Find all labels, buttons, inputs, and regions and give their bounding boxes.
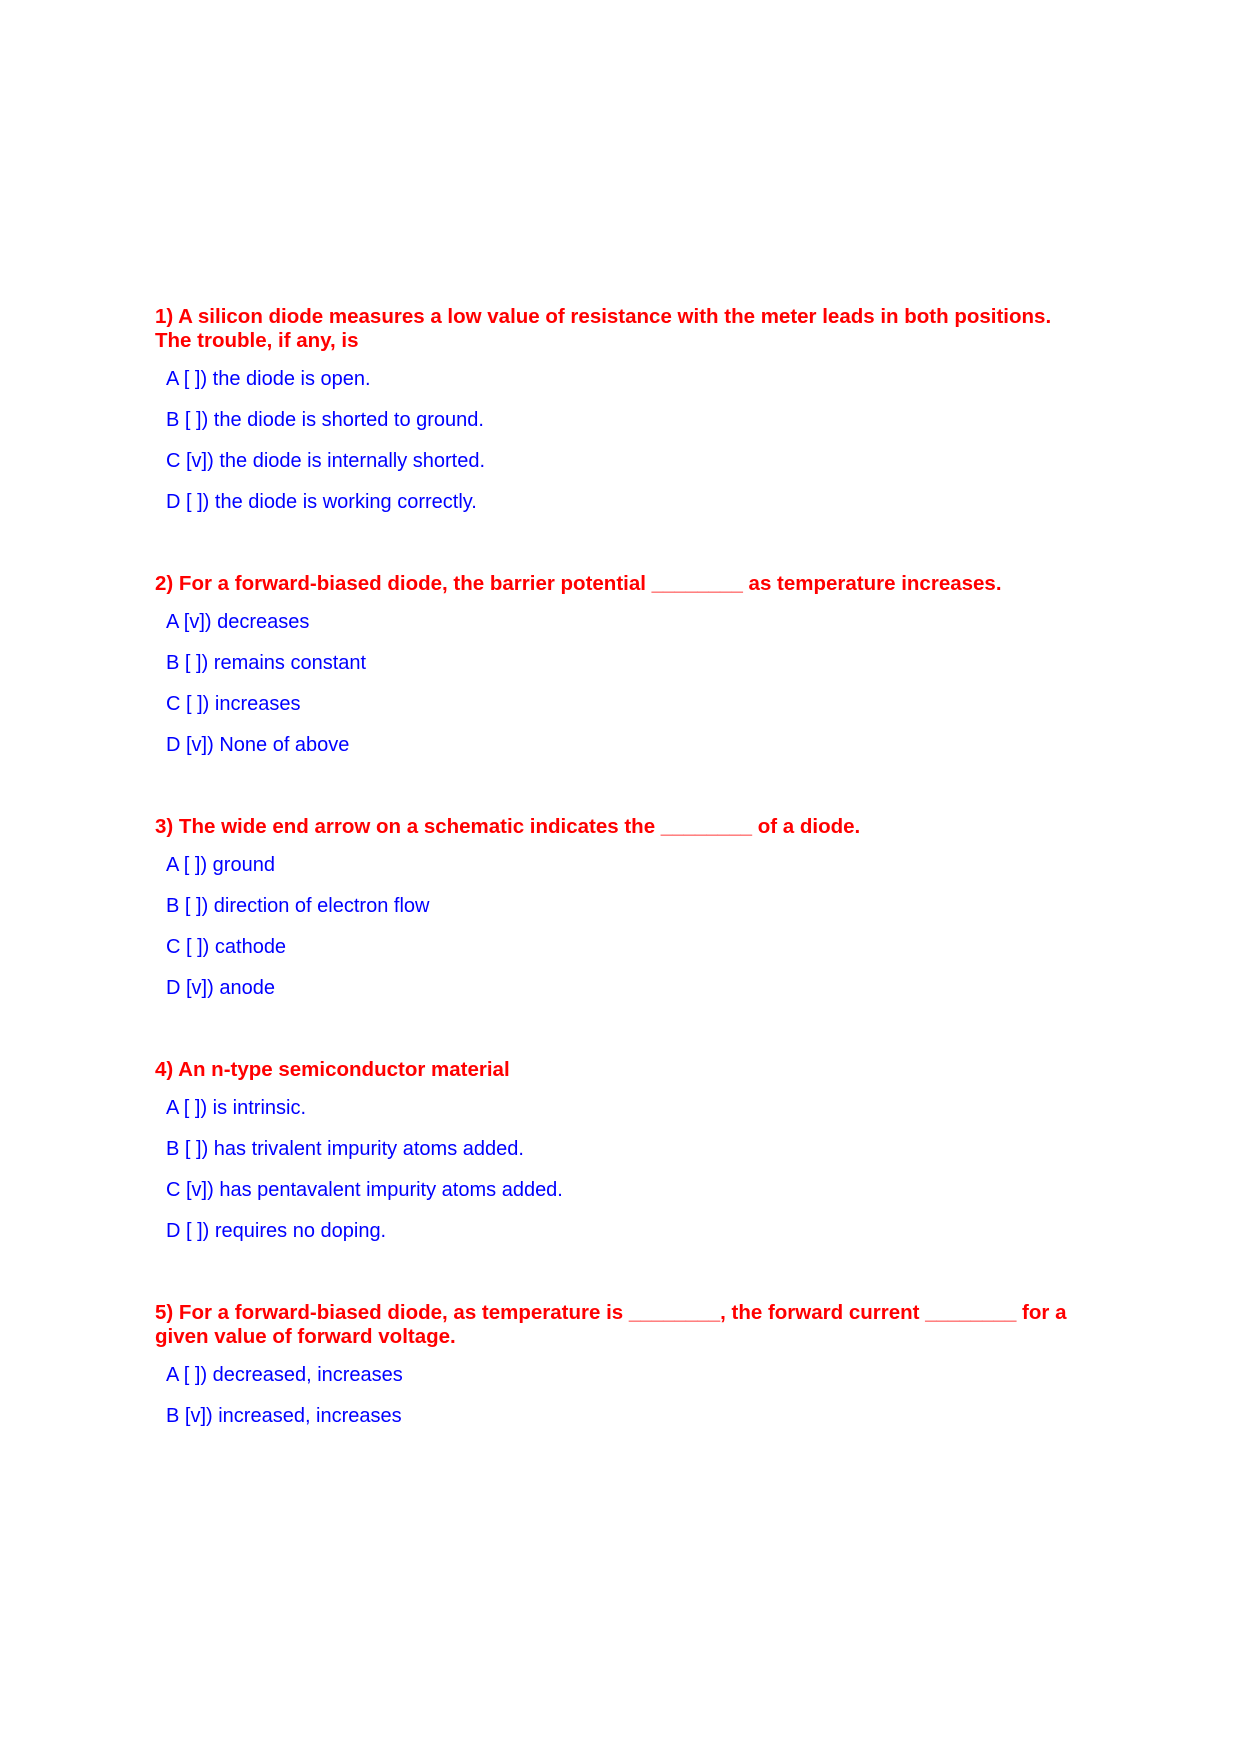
question-text: 2) For a forward-biased diode, the barrier potential ________ as temperature increases.	[155, 572, 1002, 595]
question-text: 5) For a forward-biased diode, as temperature is ________, the forward current ________ for a given value of forward voltage.	[155, 1301, 1073, 1348]
question-5	[155, 1301, 1075, 1428]
question-3	[155, 815, 1075, 1000]
question-text: 4) An n-type semiconductor material	[155, 1058, 510, 1081]
question-text: 1) A silicon diode measures a low value of resistance with the meter leads in both positions. The trouble, if any, is	[155, 305, 1057, 352]
answer-option[interactable]: A [ ]) is intrinsic.	[166, 1097, 307, 1119]
answer-option[interactable]: B [v]) increased, increases	[166, 1405, 402, 1427]
answer-option[interactable]: A [ ]) decreased, increases	[166, 1364, 403, 1386]
answer-option[interactable]: D [v]) None of above	[166, 734, 350, 756]
question-text: 3) The wide end arrow on a schematic indicates the ________ of a diode.	[155, 815, 861, 838]
answer-option[interactable]: C [v]) has pentavalent impurity atoms added.	[166, 1179, 563, 1201]
answer-option[interactable]: C [ ]) increases	[166, 693, 301, 715]
answer-option[interactable]: A [ ]) ground	[166, 854, 275, 876]
question-2	[155, 572, 1075, 757]
answer-option[interactable]: D [ ]) requires no doping.	[166, 1220, 387, 1242]
answer-option[interactable]: D [v]) anode	[166, 977, 275, 999]
answer-option[interactable]: A [ ]) the diode is open.	[166, 368, 371, 390]
quiz-page	[155, 305, 1075, 1486]
answer-option[interactable]: B [ ]) the diode is shorted to ground.	[166, 409, 484, 431]
question-4	[155, 1058, 1075, 1243]
answer-option[interactable]: B [ ]) remains constant	[166, 652, 367, 674]
answer-option[interactable]: C [v]) the diode is internally shorted.	[166, 450, 486, 472]
answer-option[interactable]: D [ ]) the diode is working correctly.	[166, 491, 477, 513]
answer-option[interactable]: B [ ]) has trivalent impurity atoms added.	[166, 1138, 524, 1160]
answer-option[interactable]: C [ ]) cathode	[166, 936, 287, 958]
answer-option[interactable]: B [ ]) direction of electron flow	[166, 895, 430, 917]
answer-option[interactable]: A [v]) decreases	[166, 611, 310, 633]
question-1	[155, 305, 1075, 514]
